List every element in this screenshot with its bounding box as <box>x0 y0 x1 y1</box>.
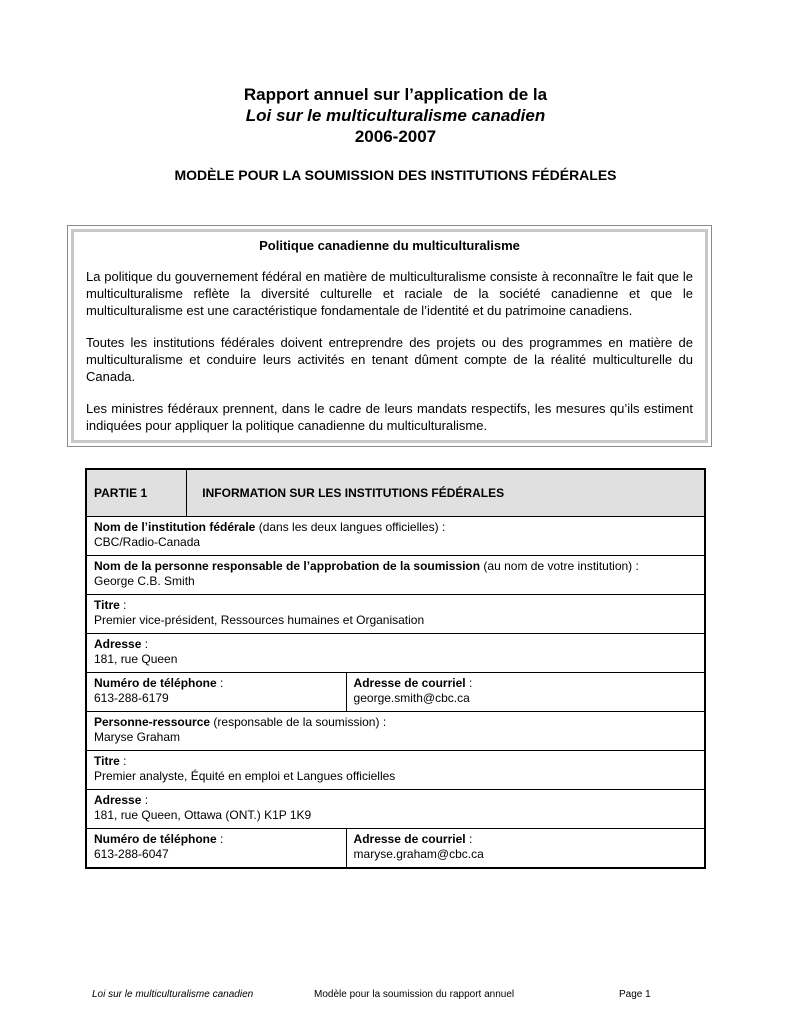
policy-box <box>67 225 712 447</box>
footer-middle: Modèle pour la soumission du rapport annuel <box>314 989 515 1000</box>
table-row-title-2 <box>86 751 705 790</box>
field-value: maryse.graham@cbc.ca <box>353 847 484 861</box>
field-value: Premier analyste, Équité en emploi et Langues officielles <box>94 769 396 783</box>
field-note: (responsable de la soumission) : <box>210 715 387 729</box>
field-value: 613-288-6179 <box>94 691 169 705</box>
field-value: CBC/Radio-Canada <box>94 535 201 549</box>
title-line-1: Rapport annuel sur l’application de la <box>243 85 548 104</box>
field-note: : <box>119 598 127 612</box>
policy-paragraph-1: La politique du gouvernement fédéral en matière de multiculturalisme consiste à reconnaître le fait que le multiculturalisme reflète la diversité culturelle et raciale de la société canadienne et que le multiculturalisme est une caractéristique fondamentale de l’identité et du patrimoine canadiens. <box>86 269 693 318</box>
field-note: : <box>465 676 473 690</box>
field-note: (dans les deux langues officielles) : <box>255 520 446 534</box>
field-label: Adresse <box>94 637 142 651</box>
field-value: Premier vice-président, Ressources humaines et Organisation <box>94 613 425 627</box>
field-note: : <box>216 832 224 846</box>
field-value: 181, rue Queen <box>94 652 178 666</box>
table-row-institution <box>86 517 705 556</box>
field-value: george.smith@cbc.ca <box>353 691 470 705</box>
title-line-2: Loi sur le multiculturalisme canadien <box>245 106 546 125</box>
field-note: : <box>141 637 149 651</box>
field-note: : <box>465 832 473 846</box>
field-value: George C.B. Smith <box>94 574 195 588</box>
field-value: 613-288-6047 <box>94 847 169 861</box>
field-label: Numéro de téléphone <box>94 832 217 846</box>
field-note: : <box>141 793 149 807</box>
footer-page-number: Page 1 <box>619 989 651 1000</box>
part-title: INFORMATION SUR LES INSTITUTIONS FÉDÉRALES <box>187 469 705 517</box>
field-label: Adresse de courriel <box>353 676 466 690</box>
field-label: Personne-ressource <box>94 715 211 729</box>
document-subtitle: MODÈLE POUR LA SOUMISSION DES INSTITUTIONS FÉDÉRALES <box>174 167 617 183</box>
policy-paragraph-3: Les ministres fédéraux prennent, dans le cadre de leurs mandats respectifs, les mesures qu’ils estiment indiquées pour appliquer la politique canadienne du multiculturalisme. <box>86 401 693 433</box>
table-row-address-1 <box>86 634 705 673</box>
field-label: Nom de la personne responsable de l’approbation de la soumission <box>94 559 481 573</box>
field-label: Adresse de courriel <box>353 832 466 846</box>
policy-paragraph-2: Toutes les institutions fédérales doivent entreprendre des projets ou des programmes en matière de multiculturalisme et conduire leurs activités en tenant dûment compte de la réalité multiculturelle du Canada. <box>86 335 693 384</box>
field-label: Numéro de téléphone <box>94 676 217 690</box>
field-label: Nom de l’institution fédérale <box>94 520 256 534</box>
field-note: (au nom de votre institution) : <box>480 559 639 573</box>
table-row-title-1 <box>86 595 705 634</box>
field-label: Adresse <box>94 793 142 807</box>
table-row-resource-person <box>86 712 705 751</box>
document-title <box>0 84 791 147</box>
field-value: 181, rue Queen, Ottawa (ONT.) K1P 1K9 <box>94 808 312 822</box>
title-year: 2006-2007 <box>354 127 437 146</box>
institution-info-table <box>85 468 706 869</box>
field-label: Titre <box>94 754 120 768</box>
table-row-approver <box>86 556 705 595</box>
table-row-contact-1 <box>86 673 705 712</box>
part-label: PARTIE 1 <box>86 469 187 517</box>
policy-heading: Politique canadienne du multiculturalisme <box>259 238 520 253</box>
field-value: Maryse Graham <box>94 730 181 744</box>
field-note: : <box>119 754 127 768</box>
table-row-address-2 <box>86 790 705 829</box>
field-note: : <box>216 676 224 690</box>
table-header-row <box>86 469 705 517</box>
field-label: Titre <box>94 598 120 612</box>
footer-left: Loi sur le multiculturalisme canadien <box>92 989 254 1000</box>
table-row-contact-2 <box>86 829 705 868</box>
